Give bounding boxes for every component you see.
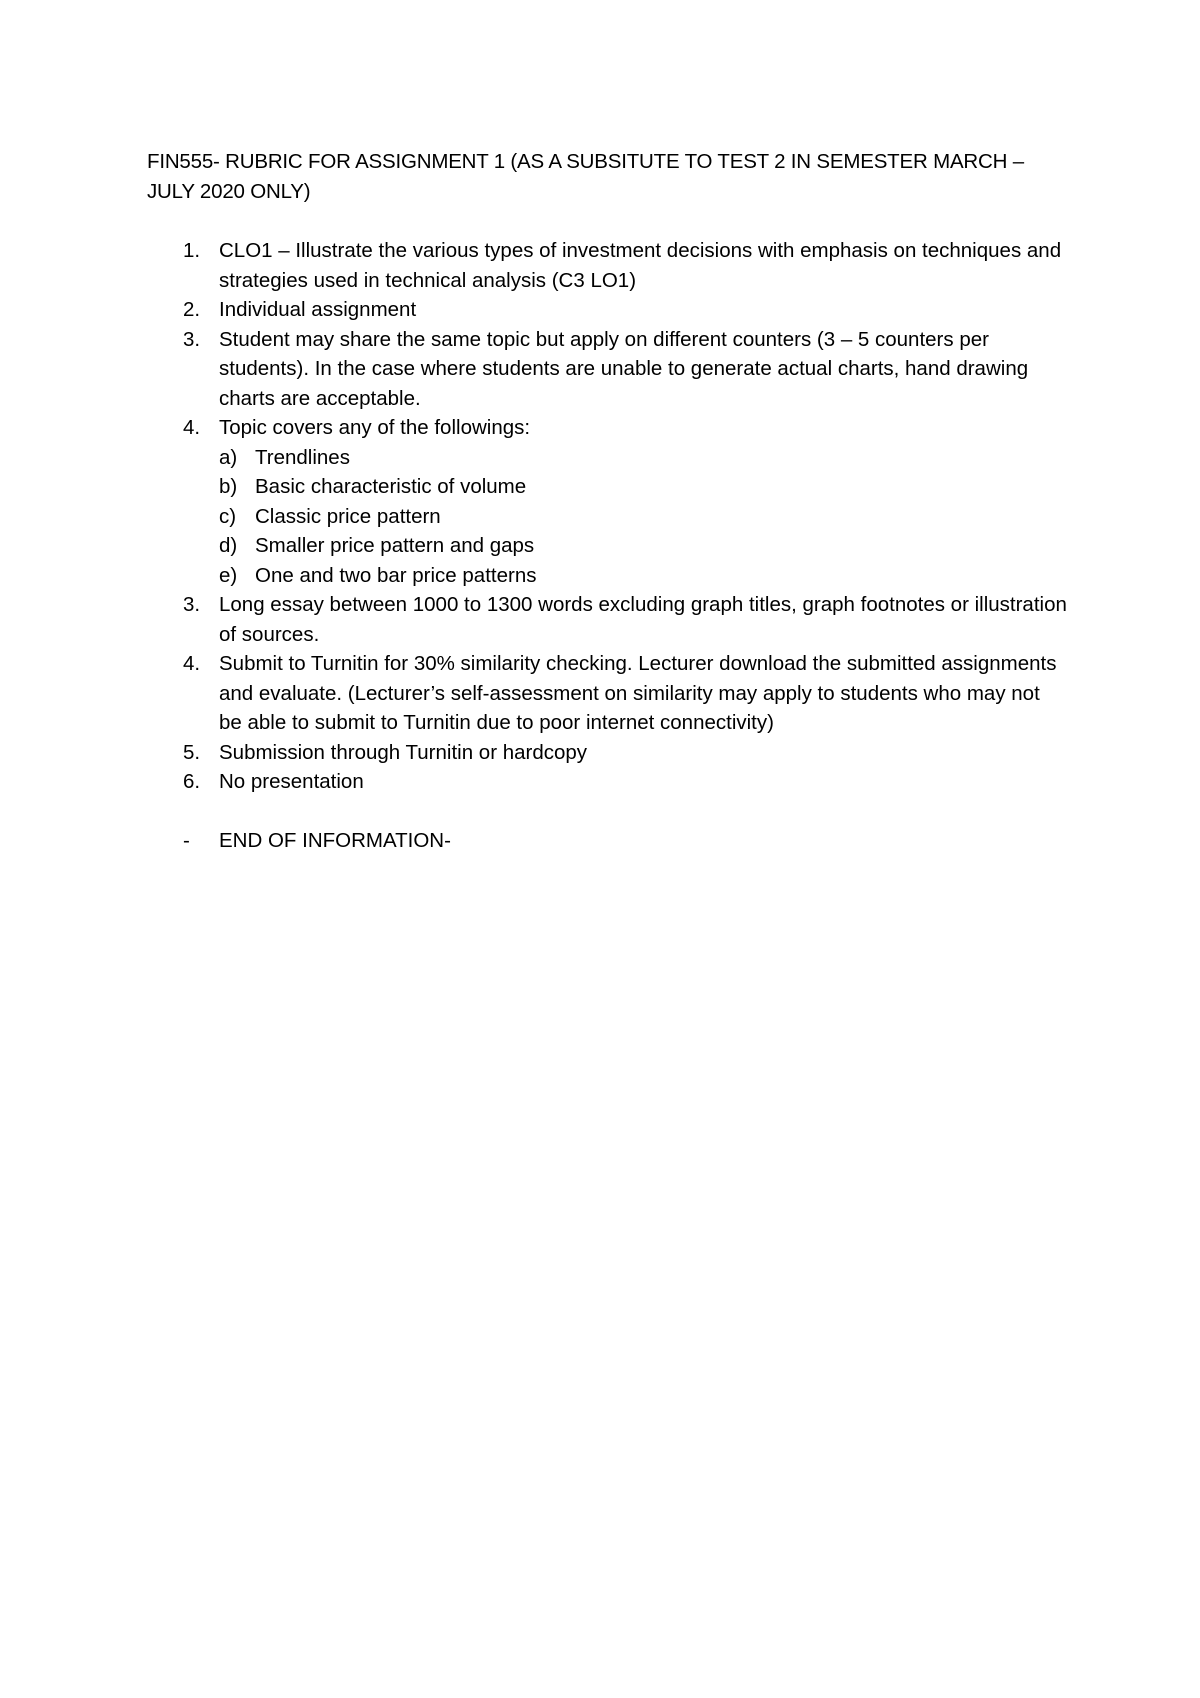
spacer	[147, 797, 1067, 827]
list-item-text: CLO1 – Illustrate the various types of investment decisions with emphasis on techniques and strategies used in technical analysis (C3 LO1)	[219, 239, 1062, 292]
document-title: FIN555- RUBRIC FOR ASSIGNMENT 1 (AS A SUBSITUTE TO TEST 2 IN SEMESTER MARCH – JULY 2020 ONLY)	[147, 150, 1024, 203]
sub-item-text: Basic characteristic of volume	[255, 475, 527, 498]
list-item-6	[147, 649, 1067, 738]
list-item-5	[147, 590, 1067, 649]
list-item-8	[147, 767, 1067, 797]
sub-item-e	[147, 561, 1067, 591]
end-dash: -	[183, 829, 190, 852]
list-item-7	[147, 738, 1067, 768]
document-content	[147, 147, 1067, 856]
sub-item-text: Trendlines	[255, 445, 350, 469]
list-number: 5.	[183, 740, 201, 764]
sub-item-letter: c)	[219, 504, 237, 528]
list-number: 1.	[183, 239, 201, 262]
list-item-text: Long essay between 1000 to 1300 words excluding graph titles, graph footnotes or illustration of sources.	[219, 593, 1067, 646]
list-number: 2.	[183, 298, 201, 321]
sub-item-letter: a)	[219, 445, 238, 469]
sub-item-c	[147, 502, 1067, 532]
list-item-text: Topic covers any of the followings:	[219, 416, 531, 439]
list-number: 3.	[183, 327, 201, 351]
list-item-3	[147, 325, 1067, 414]
list-item-4	[147, 413, 1067, 443]
list-item-text: Submit to Turnitin for 30% similarity checking. Lecturer download the submitted assignments and evaluate. (Lecturer’s self-assessment on similarity may apply to students who may not be able to submit to Turnitin due to poor internet connectivity)	[219, 652, 1057, 734]
sub-item-letter: e)	[219, 563, 238, 587]
sub-item-a	[147, 443, 1067, 473]
list-number: 3.	[183, 593, 201, 616]
list-number: 6.	[183, 770, 201, 793]
list-item-text: No presentation	[219, 770, 364, 793]
list-number: 4.	[183, 416, 201, 439]
end-of-information	[147, 826, 1067, 856]
sub-item-d	[147, 531, 1067, 561]
sub-item-letter: d)	[219, 534, 238, 557]
list-item-text: Student may share the same topic but apply on different counters (3 – 5 counters per students). In the case where students are unable to generate actual charts, hand drawing charts are acceptable.	[219, 327, 1029, 410]
list-item-text: Submission through Turnitin or hardcopy	[219, 740, 588, 764]
sub-item-text: Smaller price pattern and gaps	[255, 534, 535, 557]
list-item-1	[147, 236, 1067, 295]
sub-item-letter: b)	[219, 475, 238, 498]
sub-item-b	[147, 472, 1067, 502]
sub-item-text: Classic price pattern	[255, 504, 441, 528]
end-text: END OF INFORMATION-	[219, 829, 451, 852]
list-item-text: Individual assignment	[219, 298, 417, 321]
sub-item-text: One and two bar price patterns	[255, 563, 537, 587]
list-number: 4.	[183, 652, 201, 675]
list-item-2	[147, 295, 1067, 325]
